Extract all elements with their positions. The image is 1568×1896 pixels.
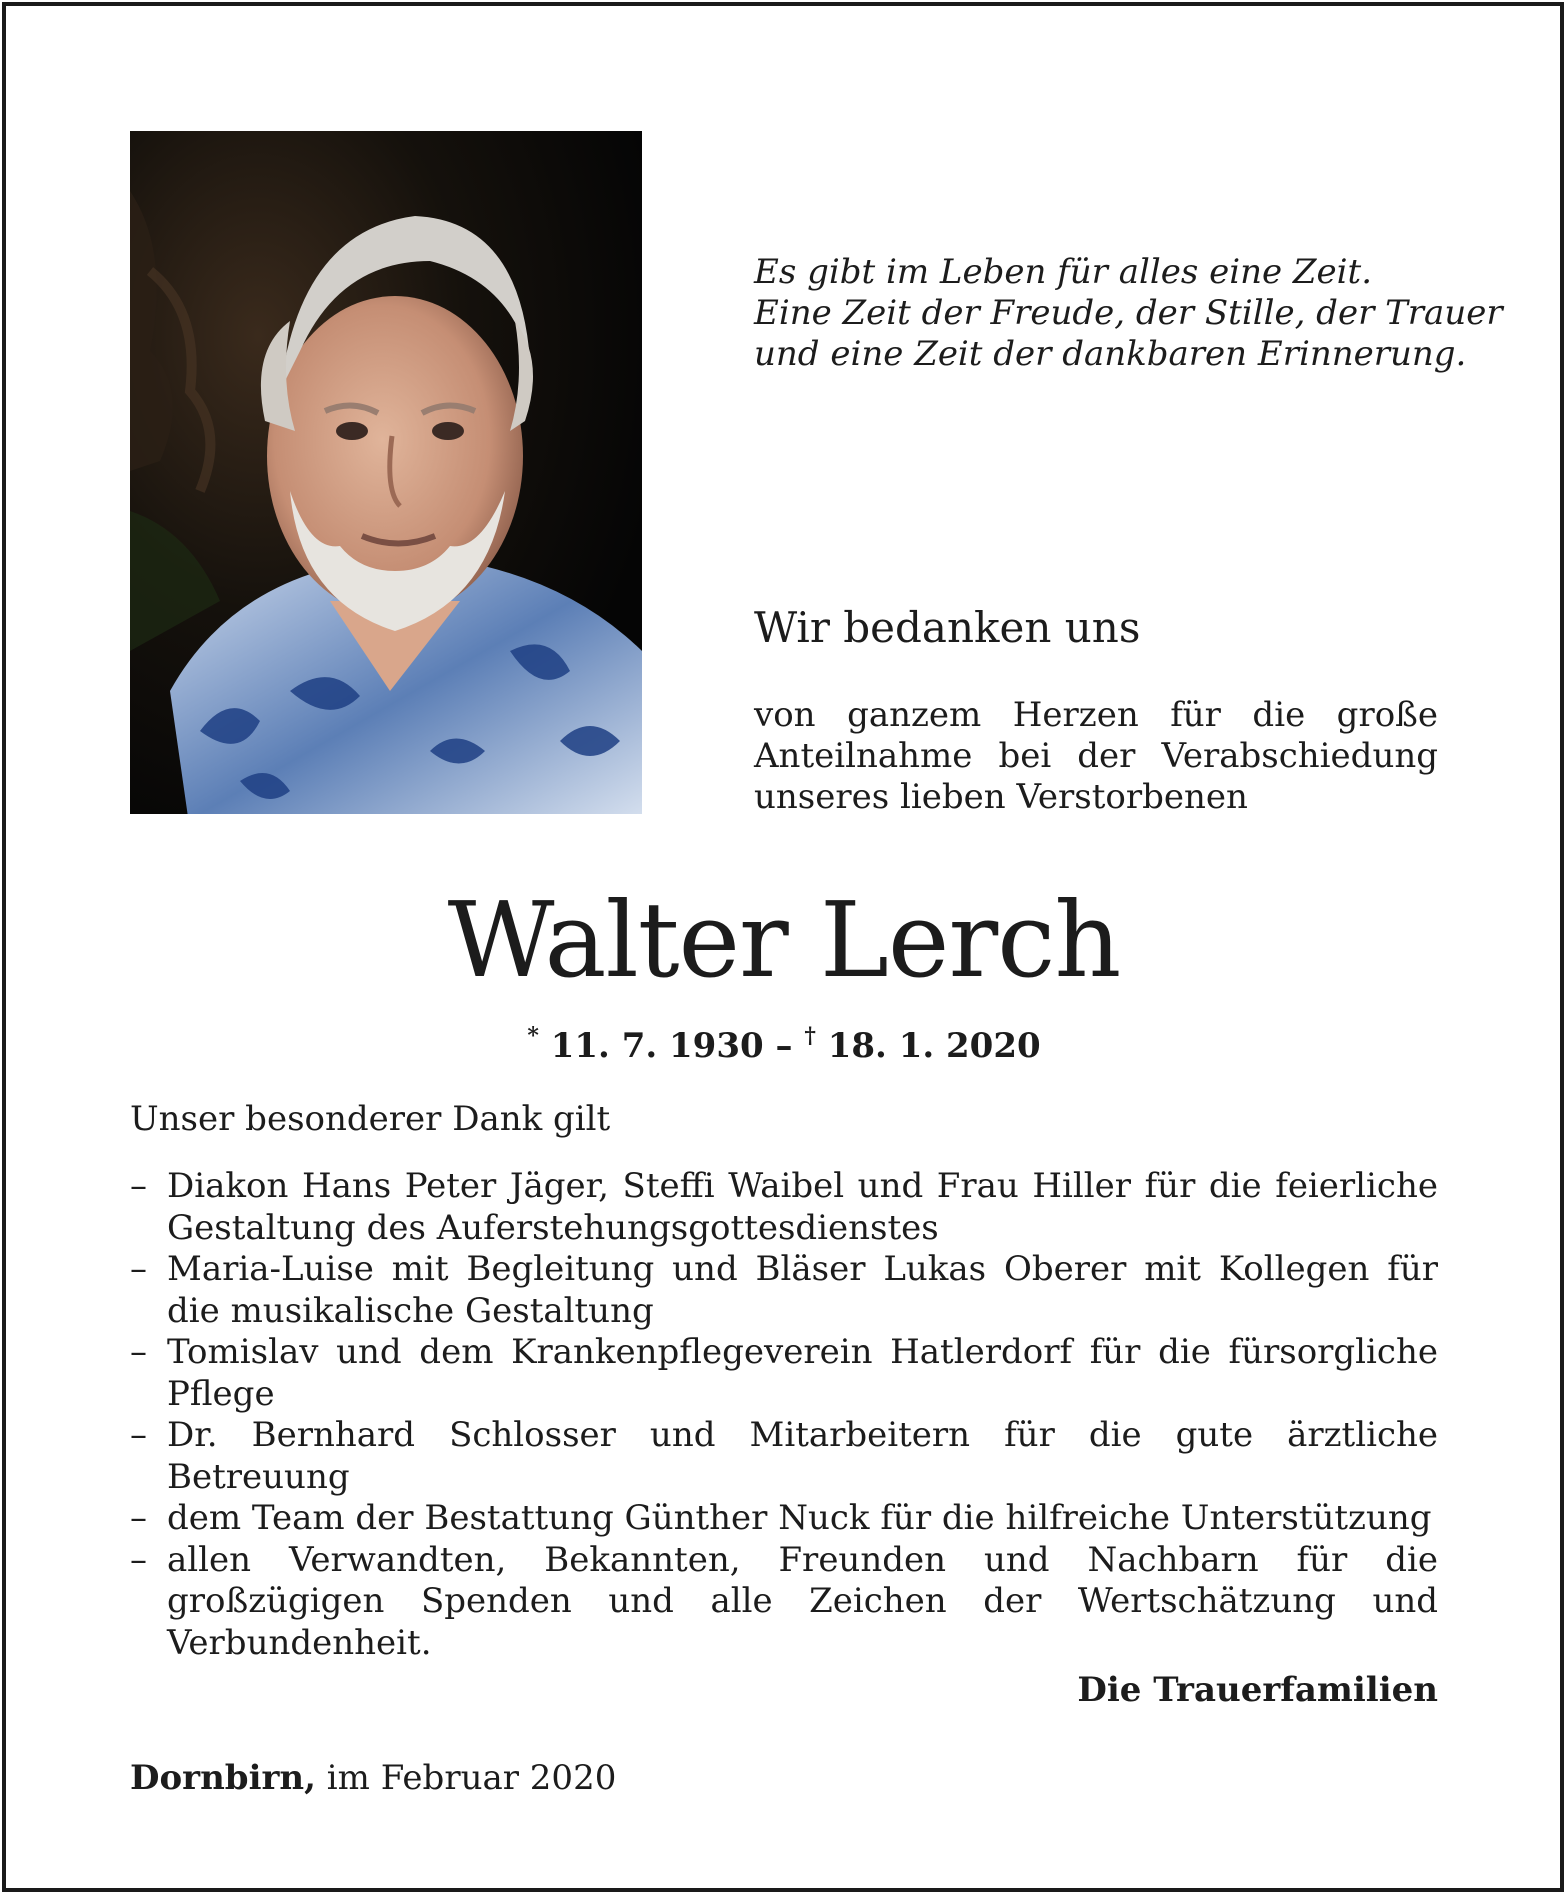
signature: Die Trauerfamilien [1077, 1670, 1438, 1710]
thanks-heading: Wir bedanken uns [754, 603, 1141, 652]
birth-date: 11. 7. 1930 [550, 1026, 764, 1066]
quote-line: Eine Zeit der Freude, der Stille, der Trauer [754, 293, 1503, 333]
list-item: – allen Verwandten, Bekannten, Freunden und Nachbarn für die großzügigen Spenden und alle Zeichen der Wertschätzung und Verbundenheit. [130, 1540, 1438, 1665]
list-item: – Maria-Luise mit Begleitung und Bläser Lukas Oberer mit Kollegen für die musikalische Gestaltung [130, 1249, 1438, 1332]
quote-line: und eine Zeit der dankbaren Erinnerung. [754, 334, 1467, 374]
memorial-quote [754, 252, 1503, 375]
death-symbol: † [804, 1023, 816, 1049]
place-city: Dornbirn, [130, 1758, 316, 1798]
list-item: – Dr. Bernhard Schlosser und Mitarbeitern für die gute ärztliche Betreuung [130, 1415, 1438, 1498]
portrait-illustration [130, 131, 642, 814]
deceased-name: Walter Lerch [447, 879, 1121, 1001]
acknowledgements-intro: Unser besonderer Dank gilt [130, 1099, 611, 1139]
list-item: – Tomislav und dem Krankenpflegeverein Hatlerdorf für die fürsorgliche Pflege [130, 1332, 1438, 1415]
thanks-text: von ganzem Herzen für die große Anteilnahme bei der Verabschiedung unseres lieben Verstorbenen [754, 695, 1438, 817]
list-item: – Diakon Hans Peter Jäger, Steffi Waibel und Frau Hiller für die feierliche Gestaltung des Auferstehungsgottesdienstes [130, 1166, 1438, 1249]
place-and-date [130, 1756, 616, 1800]
death-date: 18. 1. 2020 [827, 1026, 1041, 1066]
acknowledgements-list [130, 1166, 1438, 1664]
portrait-photo [130, 131, 642, 814]
list-item: – dem Team der Bestattung Günther Nuck für die hilfreiche Unterstützung [130, 1498, 1438, 1540]
date-separator: – [775, 1026, 793, 1066]
place-date: im Februar 2020 [326, 1758, 617, 1798]
life-dates [0, 1014, 1568, 1068]
quote-line: Es gibt im Leben für alles eine Zeit. [754, 252, 1373, 292]
birth-symbol: * [527, 1023, 539, 1049]
